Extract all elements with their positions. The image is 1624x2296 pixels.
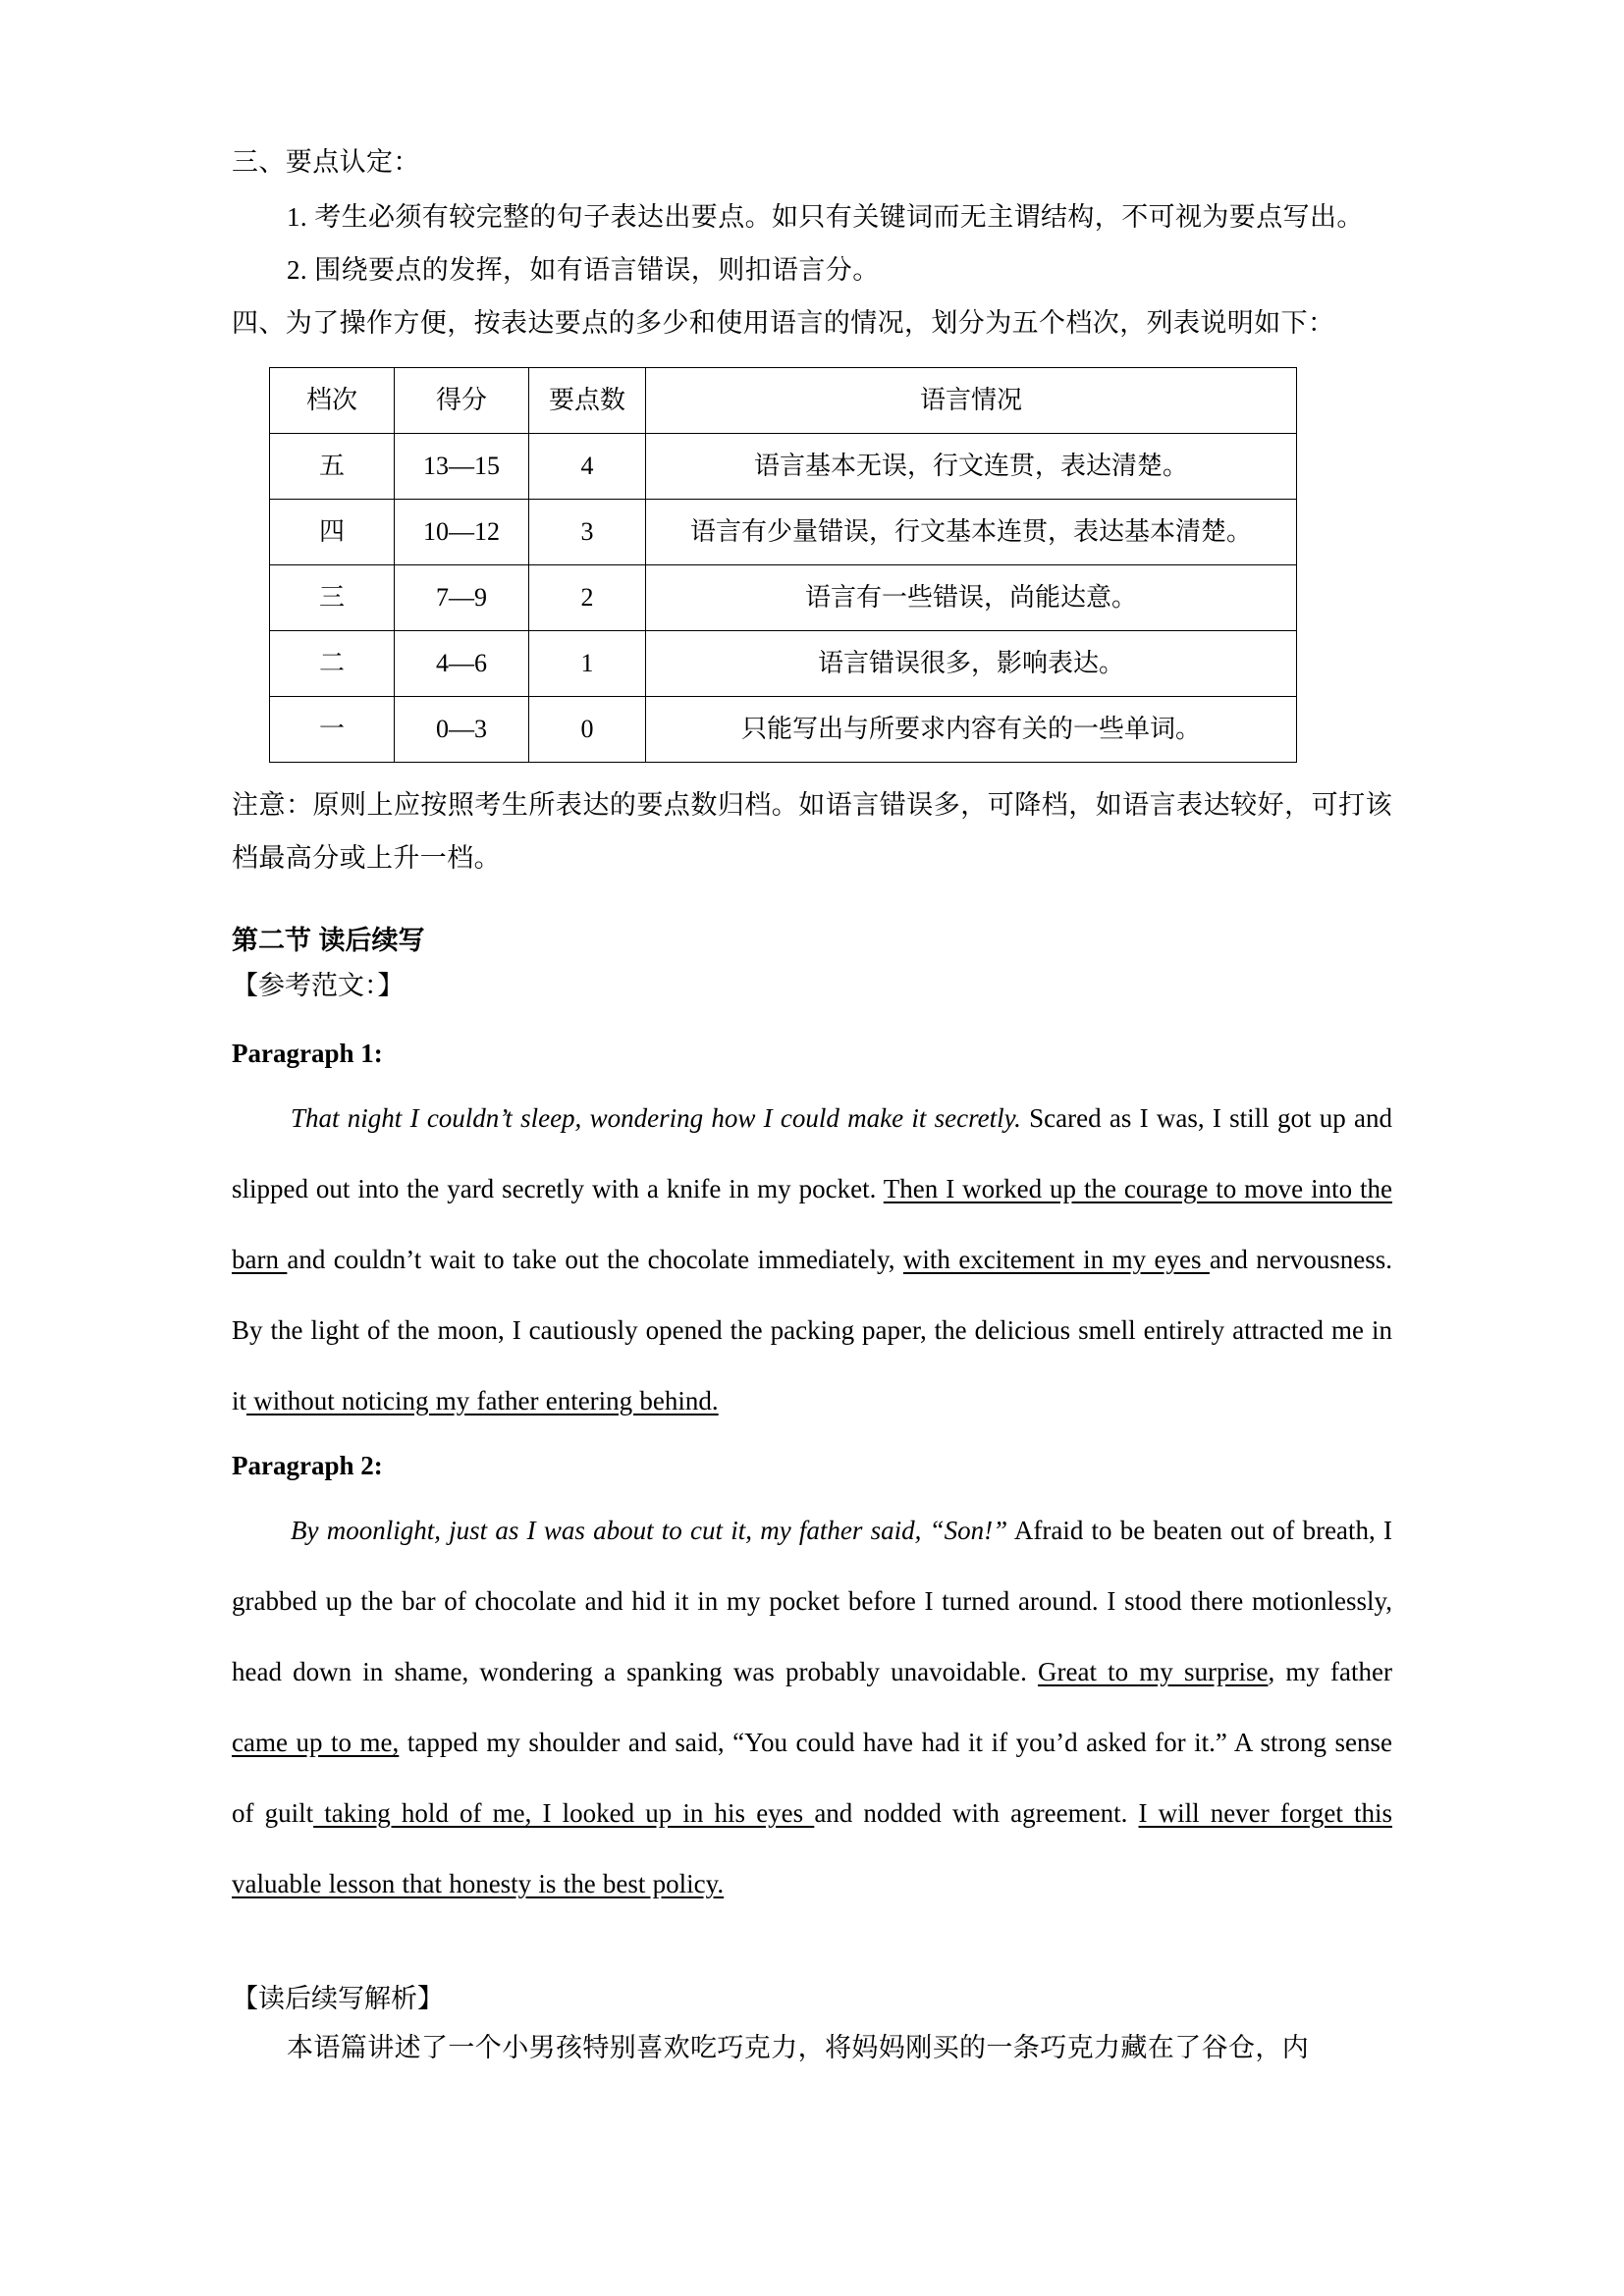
- text-run-italic: That night I couldn’t sleep, wondering how I could make it secretly.: [291, 1103, 1021, 1133]
- section-three-item-2: 2. 围绕要点的发挥，如有语言错误，则扣语言分。: [287, 255, 880, 285]
- grading-note: 注意：原则上应按照考生所表达的要点数归档。如语言错误多，可降档，如语言表达较好，可打该档最高分或上升一档。: [232, 790, 1392, 873]
- cell-points: 0: [529, 697, 646, 763]
- cell-level: 五: [270, 434, 395, 500]
- header-score: 得分: [395, 368, 529, 434]
- cell-desc: 语言有一些错误，尚能达意。: [646, 565, 1297, 631]
- cell-score: 0—3: [395, 697, 529, 763]
- paragraph-2-body: [232, 1495, 1392, 1919]
- cell-level: 二: [270, 631, 395, 697]
- text-run-underline: without noticing my father entering behind.: [246, 1386, 719, 1415]
- text-run-normal: and nodded with agreement.: [814, 1798, 1139, 1828]
- text-run-underline: came up to me,: [232, 1728, 400, 1757]
- table-row: [270, 500, 1297, 565]
- text-run-normal: tapped my shoulder and said, “You could have had it if you’d asked for it.” A strong sense of guilt: [232, 1728, 1392, 1828]
- analysis-label: 【读后续写解析】: [232, 1984, 444, 2013]
- cell-desc: 只能写出与所要求内容有关的一些单词。: [646, 697, 1297, 763]
- section-three-item-1: 1. 考生必须有较完整的句子表达出要点。如只有关键词而无主谓结构，不可视为要点写出。: [287, 202, 1364, 232]
- text-run-underline: Great to my surprise: [1038, 1657, 1269, 1686]
- paragraph-2-label: Paragraph 2:: [232, 1451, 383, 1480]
- table-row: [270, 565, 1297, 631]
- cell-score: 13—15: [395, 434, 529, 500]
- text-run-normal: , my father: [1268, 1657, 1392, 1686]
- cell-score: 7—9: [395, 565, 529, 631]
- cell-points: 3: [529, 500, 646, 565]
- grading-table: [269, 367, 1297, 763]
- table-row: [270, 434, 1297, 500]
- cell-score: 10—12: [395, 500, 529, 565]
- text-run-underline: taking hold of me, I looked up in his eyes: [313, 1798, 815, 1828]
- cell-score: 4—6: [395, 631, 529, 697]
- cell-desc: 语言错误很多，影响表达。: [646, 631, 1297, 697]
- section-three-heading: 三、要点认定：: [232, 147, 420, 177]
- text-run-underline: with excitement in my eyes: [902, 1245, 1210, 1274]
- text-run-italic: By moonlight, just as I was about to cut it, my father said, “Son!”: [291, 1516, 1008, 1545]
- cell-points: 4: [529, 434, 646, 500]
- text-run-underline: Then I worked up the courage to move into the barn: [232, 1174, 1392, 1274]
- text-run-normal: and couldn’t wait to take out the chocolate immediately,: [287, 1245, 903, 1274]
- sample-essay-label: 【参考范文：】: [232, 971, 405, 1000]
- cell-level: 一: [270, 697, 395, 763]
- cell-level: 三: [270, 565, 395, 631]
- table-row: [270, 697, 1297, 763]
- analysis-body: 本语篇讲述了一个小男孩特别喜欢吃巧克力，将妈妈刚买的一条巧克力藏在了谷仓，内: [287, 2033, 1310, 2062]
- table-header-row: [270, 368, 1297, 434]
- header-desc: 语言情况: [646, 368, 1297, 434]
- text-run-normal: Scared as I was, I still got up and slipped out into the yard secretly with a knife in my pocket.: [232, 1103, 1392, 1203]
- paragraph-1-label: Paragraph 1:: [232, 1039, 383, 1068]
- section-two-title: 第二节 读后续写: [232, 926, 425, 955]
- cell-points: 1: [529, 631, 646, 697]
- text-run-underline: I will never forget this valuable lesson that honesty is the best policy.: [232, 1798, 1392, 1898]
- cell-points: 2: [529, 565, 646, 631]
- text-run-normal: and nervousness. By the light of the moon, I cautiously opened the packing paper, the delicious smell entirely attracted me in it: [232, 1245, 1393, 1415]
- text-run-normal: Afraid to be beaten out of breath, I grabbed up the bar of chocolate and hid it in my pocket before I turned around. I stood there motionlessly, head down in shame, wondering a spanking was probably unavoidable.: [232, 1516, 1392, 1686]
- cell-desc: 语言有少量错误，行文基本连贯，表达基本清楚。: [646, 500, 1297, 565]
- table-row: [270, 631, 1297, 697]
- cell-desc: 语言基本无误，行文连贯，表达清楚。: [646, 434, 1297, 500]
- cell-level: 四: [270, 500, 395, 565]
- header-level: 档次: [270, 368, 395, 434]
- header-points: 要点数: [529, 368, 646, 434]
- paragraph-1-body: [232, 1083, 1392, 1436]
- section-four-heading: 四、为了操作方便，按表达要点的多少和使用语言的情况，划分为五个档次，列表说明如下：: [232, 308, 1335, 338]
